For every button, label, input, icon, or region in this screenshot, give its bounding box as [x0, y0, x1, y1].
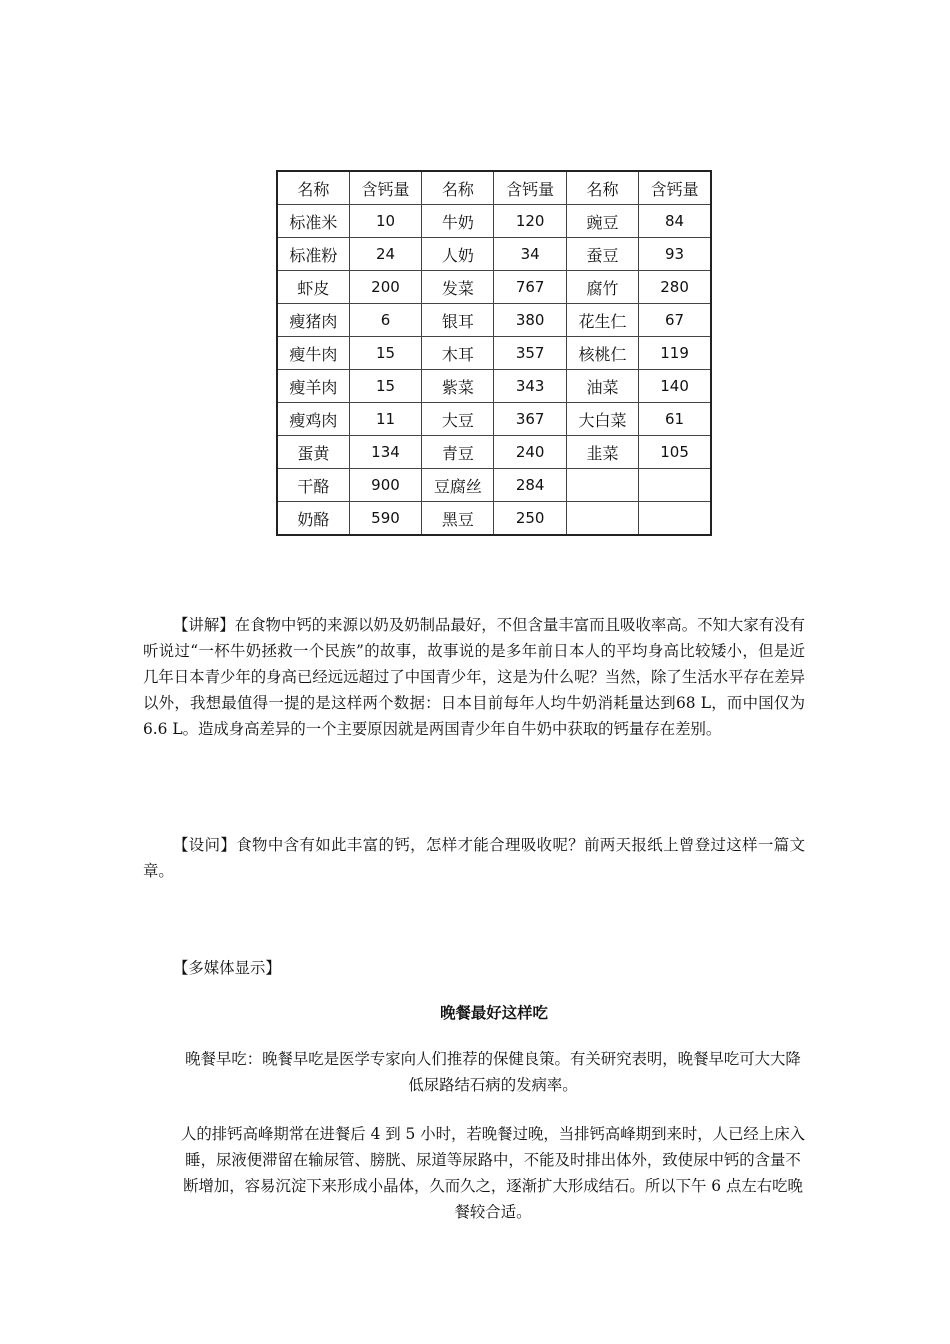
- calcium-content-table: [276, 170, 712, 536]
- table-cell: 豌豆: [566, 205, 638, 238]
- table-cell: 84: [639, 205, 711, 238]
- table-cell: 284: [494, 469, 566, 502]
- table-header-cell: 名称: [422, 171, 494, 205]
- table-cell: 银耳: [422, 304, 494, 337]
- table-row: [277, 304, 711, 337]
- table-cell: 奶酪: [277, 502, 349, 536]
- table-header-cell: 名称: [277, 171, 349, 205]
- table-row: [277, 403, 711, 436]
- table-cell: 发菜: [422, 271, 494, 304]
- table-cell: 280: [639, 271, 711, 304]
- table-cell: 61: [639, 403, 711, 436]
- table-cell: 6: [349, 304, 421, 337]
- table-cell: 蛋黄: [277, 436, 349, 469]
- table-cell: 虾皮: [277, 271, 349, 304]
- table-cell: 瘦牛肉: [277, 337, 349, 370]
- article-title: 晚餐最好这样吃: [440, 1004, 548, 1022]
- table-cell: 瘦羊肉: [277, 370, 349, 403]
- table-cell: [566, 502, 638, 536]
- table-row: [277, 370, 711, 403]
- table-header-cell: 名称: [566, 171, 638, 205]
- table-cell: 木耳: [422, 337, 494, 370]
- table-cell: 花生仁: [566, 304, 638, 337]
- table-cell: 标准米: [277, 205, 349, 238]
- table-cell: [639, 502, 711, 536]
- table-cell: 瘦鸡肉: [277, 403, 349, 436]
- table-cell: 牛奶: [422, 205, 494, 238]
- table-cell: 标准粉: [277, 238, 349, 271]
- table-cell: 瘦猪肉: [277, 304, 349, 337]
- table-header-row: [277, 171, 711, 205]
- table-header-cell: 含钙量: [349, 171, 421, 205]
- table-cell: 豆腐丝: [422, 469, 494, 502]
- table-cell: 蚕豆: [566, 238, 638, 271]
- table-row: [277, 436, 711, 469]
- table-cell: 油菜: [566, 370, 638, 403]
- table-cell: 900: [349, 469, 421, 502]
- table-cell: [566, 469, 638, 502]
- table-row: [277, 271, 711, 304]
- table-cell: 240: [494, 436, 566, 469]
- table-cell: 93: [639, 238, 711, 271]
- explain-paragraph: 【讲解】在食物中钙的来源以奶及奶制品最好，不但含量丰富而且吸收率高。不知大家有没有听说过“一杯牛奶拯救一个民族”的故事，故事说的是多年前日本人的平均身高比较矮小，但是近几年日本青少年的身高已经远远超过了中国青少年，这是为什么呢？当然，除了生活水平存在差异以外，我想最值得一提的是这样两个数据：日本目前每年人均牛奶消耗量达到68 L，而中国仅为6.6 L。造成身高差异的一个主要原因就是两国青少年自牛奶中获取的钙量存在差别。: [143, 616, 805, 738]
- table-cell: 119: [639, 337, 711, 370]
- table-cell: 紫菜: [422, 370, 494, 403]
- table-cell: 134: [349, 436, 421, 469]
- question-paragraph: 【设问】食物中含有如此丰富的钙，怎样才能合理吸收呢？前两天报纸上曾登过这样一篇文章。: [143, 836, 805, 880]
- table-cell: 767: [494, 271, 566, 304]
- table-cell: 200: [349, 271, 421, 304]
- article-paragraph: 人的排钙高峰期常在进餐后 4 到 5 小时，若晚餐过晚，当排钙高峰期到来时，人已经上床入睡，尿液便滞留在输尿管、膀胱、尿道等尿路中，不能及时排出体外，致使尿中钙的含量不断增加，容易沉淀下来形成小晶体，久而久之，逐渐扩大形成结石。所以下午 6 点左右吃晚餐较合适。: [181, 1125, 805, 1221]
- table-cell: 核桃仁: [566, 337, 638, 370]
- table-cell: 10: [349, 205, 421, 238]
- table-row: [277, 469, 711, 502]
- table-cell: 人奶: [422, 238, 494, 271]
- table-cell: 250: [494, 502, 566, 536]
- table-cell: 大白菜: [566, 403, 638, 436]
- table-cell: 15: [349, 337, 421, 370]
- table-cell: 黑豆: [422, 502, 494, 536]
- table-cell: 120: [494, 205, 566, 238]
- table-header-cell: 含钙量: [494, 171, 566, 205]
- table-row: [277, 238, 711, 271]
- table-cell: [639, 469, 711, 502]
- table-cell: 24: [349, 238, 421, 271]
- table-cell: 腐竹: [566, 271, 638, 304]
- table-row: [277, 502, 711, 536]
- table-cell: 67: [639, 304, 711, 337]
- table-cell: 11: [349, 403, 421, 436]
- table-cell: 343: [494, 370, 566, 403]
- table-cell: 干酪: [277, 469, 349, 502]
- table-cell: 357: [494, 337, 566, 370]
- table-cell: 380: [494, 304, 566, 337]
- table-cell: 140: [639, 370, 711, 403]
- table-cell: 105: [639, 436, 711, 469]
- table-cell: 大豆: [422, 403, 494, 436]
- table-row: [277, 205, 711, 238]
- table-header-cell: 含钙量: [639, 171, 711, 205]
- table-cell: 367: [494, 403, 566, 436]
- table-cell: 青豆: [422, 436, 494, 469]
- table-cell: 15: [349, 370, 421, 403]
- table-cell: 34: [494, 238, 566, 271]
- table-cell: 韭菜: [566, 436, 638, 469]
- table-row: [277, 337, 711, 370]
- table-cell: 590: [349, 502, 421, 536]
- article-paragraph: 晚餐早吃：晚餐早吃是医学专家向人们推荐的保健良策。有关研究表明，晚餐早吃可大大降低尿路结石病的发病率。: [185, 1050, 801, 1094]
- multimedia-label: 【多媒体显示】: [173, 959, 281, 977]
